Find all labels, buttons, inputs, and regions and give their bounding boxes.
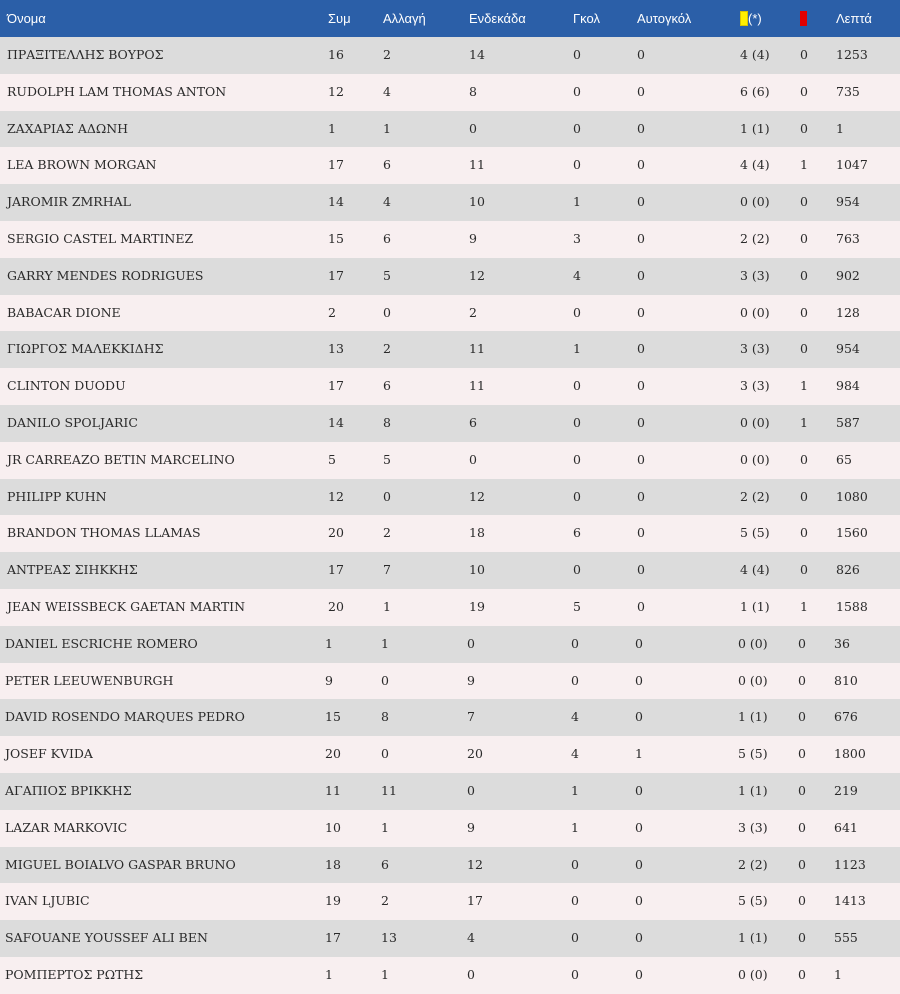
- player-name: RUDOLPH LAM THOMAS ANTON: [7, 83, 227, 99]
- header-name[interactable]: Όνομα: [7, 11, 46, 26]
- starts: 7: [467, 709, 475, 725]
- minutes: 587: [836, 414, 860, 430]
- player-name: DANILO SPOLJARIC: [7, 414, 138, 430]
- table-row: [0, 663, 900, 700]
- goals: 0: [573, 488, 581, 504]
- player-name: BABACAR DIONE: [7, 304, 121, 320]
- starts: 14: [469, 47, 485, 62]
- player-name: ΑΓΑΠΙΟΣ ΒΡΙΚΚΗΣ: [5, 782, 132, 798]
- table-row: [0, 184, 900, 221]
- appearances: 1: [328, 120, 336, 136]
- minutes: 1: [834, 966, 842, 982]
- substitutions: 13: [381, 930, 397, 946]
- table-row: [0, 479, 900, 516]
- appearances: 20: [328, 598, 344, 614]
- red-cards: 0: [798, 782, 806, 798]
- yellow-cards: 0 (0): [738, 672, 768, 688]
- appearances: 12: [328, 83, 344, 99]
- yellow-cards: 3 (3): [740, 378, 770, 394]
- player-name: JAROMIR ZMRHAL: [7, 194, 131, 210]
- own-goals: 0: [637, 378, 645, 394]
- player-name: SERGIO CASTEL MARTINEZ: [7, 230, 194, 246]
- goals: 0: [573, 120, 581, 136]
- table-row: [0, 74, 900, 111]
- header-starts[interactable]: Ενδεκάδα: [469, 11, 526, 26]
- appearances: 14: [328, 194, 344, 210]
- red-cards: 1: [800, 414, 808, 430]
- appearances: 10: [325, 819, 341, 835]
- own-goals: 0: [635, 635, 643, 651]
- red-cards: 0: [798, 672, 806, 688]
- goals: 0: [571, 856, 579, 872]
- minutes: 1588: [836, 598, 868, 614]
- goals: 0: [571, 930, 579, 946]
- own-goals: 0: [637, 83, 645, 99]
- table-row: [0, 368, 900, 405]
- starts: 10: [469, 194, 485, 210]
- player-name: PHILIPP KUHN: [7, 488, 107, 504]
- own-goals: 0: [635, 893, 643, 909]
- yellow-cards: 3 (3): [740, 267, 770, 283]
- table-row: [0, 442, 900, 479]
- red-cards: 0: [800, 562, 808, 578]
- minutes: 1: [836, 120, 844, 136]
- substitutions: 1: [381, 635, 389, 651]
- goals: 0: [571, 966, 579, 982]
- minutes: 954: [836, 341, 860, 357]
- table-row: [0, 221, 900, 258]
- player-name: ΠΡΑΞΙΤΕΛΛΗΣ ΒΟΥΡΟΣ: [7, 47, 164, 62]
- yellow-cards: 0 (0): [740, 414, 770, 430]
- red-cards: 0: [800, 83, 808, 99]
- appearances: 13: [328, 341, 344, 357]
- goals: 4: [571, 709, 579, 725]
- table-row: [0, 552, 900, 589]
- appearances: 20: [328, 525, 344, 541]
- starts: 9: [467, 819, 475, 835]
- substitutions: 0: [381, 672, 389, 688]
- yellow-cards: 1 (1): [740, 120, 770, 136]
- table-row: [0, 405, 900, 442]
- own-goals: 0: [637, 157, 645, 173]
- minutes: 1560: [836, 525, 868, 541]
- player-name: PETER LEEUWENBURGH: [5, 672, 174, 688]
- starts: 10: [469, 562, 485, 578]
- yellow-cards: 4 (4): [740, 562, 770, 578]
- yellow-cards: 5 (5): [738, 746, 768, 762]
- minutes: 810: [834, 672, 858, 688]
- table-row: [0, 957, 900, 994]
- own-goals: 0: [635, 966, 643, 982]
- own-goals: 0: [637, 120, 645, 136]
- red-cards: 1: [800, 598, 808, 614]
- table-row: [0, 147, 900, 184]
- player-name: ΑΝΤΡΕΑΣ ΣΙΗΚΚΗΣ: [7, 562, 138, 578]
- yellow-cards: 6 (6): [740, 83, 770, 99]
- goals: 4: [573, 267, 581, 283]
- header-apps[interactable]: Συμ: [328, 11, 351, 26]
- table-body: [0, 37, 900, 994]
- starts: 4: [467, 930, 475, 946]
- appearances: 17: [328, 562, 344, 578]
- starts: 0: [467, 782, 475, 798]
- appearances: 14: [328, 414, 344, 430]
- yellow-cards: 3 (3): [738, 819, 768, 835]
- red-cards: 1: [800, 157, 808, 173]
- table-row: [0, 626, 900, 663]
- goals: 6: [573, 525, 581, 541]
- minutes: 641: [834, 819, 858, 835]
- table-row: [0, 810, 900, 847]
- substitutions: 1: [381, 819, 389, 835]
- player-name: ΓΙΩΡΓΟΣ ΜΑΛΕΚΚΙΔΗΣ: [7, 341, 164, 357]
- yellow-cards: 2 (2): [740, 230, 770, 246]
- yellow-card-icon: [740, 11, 748, 26]
- goals: 0: [573, 414, 581, 430]
- minutes: 65: [836, 451, 852, 467]
- substitutions: 5: [383, 267, 391, 283]
- yellow-cards: 1 (1): [738, 930, 768, 946]
- substitutions: 5: [383, 451, 391, 467]
- appearances: 5: [328, 451, 336, 467]
- header-yellow-cards[interactable]: [740, 0, 762, 37]
- goals: 0: [573, 378, 581, 394]
- minutes: 826: [836, 562, 860, 578]
- yellow-cards: 5 (5): [740, 525, 770, 541]
- table-row: [0, 773, 900, 810]
- substitutions: 1: [383, 120, 391, 136]
- table-row: [0, 589, 900, 626]
- appearances: 19: [325, 893, 341, 909]
- yellow-cards: 3 (3): [740, 341, 770, 357]
- substitutions: 6: [383, 378, 391, 394]
- substitutions: 8: [381, 709, 389, 725]
- starts: 12: [469, 267, 485, 283]
- own-goals: 1: [635, 746, 643, 762]
- player-name: LAZAR MARKOVIC: [5, 819, 128, 835]
- appearances: 17: [328, 267, 344, 283]
- starts: 9: [469, 230, 477, 246]
- minutes: 1253: [836, 47, 868, 62]
- red-cards: 0: [800, 341, 808, 357]
- substitutions: 4: [383, 83, 391, 99]
- goals: 5: [573, 598, 581, 614]
- player-name: SAFOUANE YOUSSEF ALI BEN: [5, 930, 208, 946]
- header-yellow-suffix: (*): [748, 11, 762, 26]
- red-cards: 0: [800, 120, 808, 136]
- player-name: DANIEL ESCRICHE ROMERO: [5, 635, 198, 651]
- goals: 4: [571, 746, 579, 762]
- player-name: LEA BROWN MORGAN: [7, 157, 157, 173]
- minutes: 676: [834, 709, 858, 725]
- red-cards: 0: [798, 635, 806, 651]
- table-row: [0, 699, 900, 736]
- header-minutes[interactable]: Λεπτά: [836, 11, 872, 26]
- player-name: GARRY MENDES RODRIGUES: [7, 267, 204, 283]
- minutes: 555: [834, 930, 858, 946]
- minutes: 763: [836, 230, 860, 246]
- player-name: JR CARREAZO BETIN MARCELINO: [7, 451, 235, 467]
- red-cards: 0: [800, 451, 808, 467]
- header-red-cards[interactable]: [800, 0, 807, 37]
- table-row: [0, 295, 900, 332]
- red-cards: 0: [798, 709, 806, 725]
- yellow-cards: 1 (1): [738, 709, 768, 725]
- substitutions: 8: [383, 414, 391, 430]
- minutes: 954: [836, 194, 860, 210]
- starts: 11: [469, 341, 485, 357]
- starts: 17: [467, 893, 483, 909]
- player-name: ΖΑΧΑΡΙΑΣ ΑΔΩΝΗ: [7, 120, 129, 136]
- own-goals: 0: [635, 856, 643, 872]
- starts: 18: [469, 525, 485, 541]
- appearances: 18: [325, 856, 341, 872]
- red-card-icon: [800, 11, 807, 26]
- yellow-cards: 1 (1): [738, 782, 768, 798]
- appearances: 15: [328, 230, 344, 246]
- appearances: 12: [328, 488, 344, 504]
- goals: 0: [573, 304, 581, 320]
- starts: 12: [469, 488, 485, 504]
- minutes: 902: [836, 267, 860, 283]
- goals: 0: [571, 672, 579, 688]
- red-cards: 0: [798, 746, 806, 762]
- own-goals: 0: [637, 414, 645, 430]
- substitutions: 1: [381, 966, 389, 982]
- header-own-goals[interactable]: Αυτογκόλ: [637, 11, 692, 26]
- table-row: [0, 920, 900, 957]
- red-cards: 0: [800, 304, 808, 320]
- starts: 9: [467, 672, 475, 688]
- minutes: 735: [836, 83, 860, 99]
- substitutions: 2: [383, 341, 391, 357]
- yellow-cards: 0 (0): [740, 451, 770, 467]
- yellow-cards: 0 (0): [740, 194, 770, 210]
- substitutions: 6: [383, 157, 391, 173]
- table-row: [0, 883, 900, 920]
- red-cards: 0: [798, 966, 806, 982]
- appearances: 17: [328, 157, 344, 173]
- header-subs[interactable]: Αλλαγή: [383, 11, 426, 26]
- starts: 2: [469, 304, 477, 320]
- own-goals: 0: [637, 451, 645, 467]
- red-cards: 0: [800, 194, 808, 210]
- appearances: 17: [325, 930, 341, 946]
- red-cards: 0: [798, 893, 806, 909]
- substitutions: 2: [383, 525, 391, 541]
- appearances: 1: [325, 966, 333, 982]
- table-row: [0, 37, 900, 74]
- yellow-cards: 0 (0): [738, 635, 768, 651]
- goals: 0: [573, 83, 581, 99]
- minutes: 1413: [834, 893, 866, 909]
- substitutions: 2: [381, 893, 389, 909]
- starts: 0: [467, 966, 475, 982]
- appearances: 1: [325, 635, 333, 651]
- starts: 0: [469, 120, 477, 136]
- starts: 12: [467, 856, 483, 872]
- own-goals: 0: [637, 562, 645, 578]
- red-cards: 0: [800, 488, 808, 504]
- own-goals: 0: [637, 47, 645, 62]
- starts: 11: [469, 157, 485, 173]
- appearances: 17: [328, 378, 344, 394]
- yellow-cards: 1 (1): [740, 598, 770, 614]
- substitutions: 2: [383, 47, 391, 62]
- starts: 0: [469, 451, 477, 467]
- player-name: CLINTON DUODU: [7, 378, 126, 394]
- table-row: [0, 331, 900, 368]
- substitutions: 6: [381, 856, 389, 872]
- minutes: 219: [834, 782, 858, 798]
- goals: 0: [573, 562, 581, 578]
- red-cards: 0: [800, 47, 808, 62]
- minutes: 1800: [834, 746, 866, 762]
- starts: 0: [467, 635, 475, 651]
- starts: 8: [469, 83, 477, 99]
- own-goals: 0: [637, 194, 645, 210]
- own-goals: 0: [637, 598, 645, 614]
- own-goals: 0: [635, 819, 643, 835]
- player-name: JOSEF KVIDA: [5, 746, 93, 762]
- substitutions: 11: [381, 782, 397, 798]
- red-cards: 0: [798, 819, 806, 835]
- substitutions: 0: [383, 488, 391, 504]
- player-name: JEAN WEISSBECK GAETAN MARTIN: [7, 598, 246, 614]
- goals: 0: [571, 635, 579, 651]
- substitutions: 0: [383, 304, 391, 320]
- player-name: MIGUEL BOIALVO GASPAR BRUNO: [5, 856, 236, 872]
- table-row: [0, 258, 900, 295]
- player-name: DAVID ROSENDO MARQUES PEDRO: [5, 709, 245, 725]
- table-header: [0, 0, 900, 37]
- starts: 6: [469, 414, 477, 430]
- yellow-cards: 4 (4): [740, 47, 770, 62]
- substitutions: 1: [383, 598, 391, 614]
- substitutions: 6: [383, 230, 391, 246]
- own-goals: 0: [637, 230, 645, 246]
- goals: 1: [571, 819, 579, 835]
- table-row: [0, 847, 900, 884]
- goals: 0: [573, 47, 581, 62]
- own-goals: 0: [635, 930, 643, 946]
- starts: 11: [469, 378, 485, 394]
- substitutions: 0: [381, 746, 389, 762]
- red-cards: 0: [798, 930, 806, 946]
- table-row: [0, 515, 900, 552]
- own-goals: 0: [635, 709, 643, 725]
- substitutions: 7: [383, 562, 391, 578]
- player-name: IVAN LJUBIC: [5, 893, 90, 909]
- own-goals: 0: [637, 341, 645, 357]
- goals: 0: [571, 893, 579, 909]
- appearances: 15: [325, 709, 341, 725]
- starts: 19: [469, 598, 485, 614]
- yellow-cards: 0 (0): [738, 966, 768, 982]
- appearances: 20: [325, 746, 341, 762]
- minutes: 36: [834, 635, 850, 651]
- appearances: 11: [325, 782, 341, 798]
- goals: 0: [573, 451, 581, 467]
- appearances: 9: [325, 672, 333, 688]
- red-cards: 0: [800, 230, 808, 246]
- substitutions: 4: [383, 194, 391, 210]
- appearances: 2: [328, 304, 336, 320]
- yellow-cards: 4 (4): [740, 157, 770, 173]
- goals: 1: [573, 194, 581, 210]
- yellow-cards: 0 (0): [740, 304, 770, 320]
- player-name: ΡΟΜΠΕΡΤΟΣ ΡΩΤΗΣ: [5, 966, 144, 982]
- yellow-cards: 5 (5): [738, 893, 768, 909]
- header-goals[interactable]: Γκολ: [573, 11, 600, 26]
- red-cards: 0: [798, 856, 806, 872]
- appearances: 16: [328, 47, 344, 62]
- minutes: 984: [836, 378, 860, 394]
- own-goals: 0: [637, 304, 645, 320]
- goals: 3: [573, 230, 581, 246]
- goals: 0: [573, 157, 581, 173]
- player-name: BRANDON THOMAS LLAMAS: [7, 525, 201, 541]
- own-goals: 0: [637, 525, 645, 541]
- table-row: [0, 736, 900, 773]
- goals: 1: [571, 782, 579, 798]
- red-cards: 0: [800, 525, 808, 541]
- own-goals: 0: [635, 782, 643, 798]
- yellow-cards: 2 (2): [740, 488, 770, 504]
- red-cards: 0: [800, 267, 808, 283]
- own-goals: 0: [637, 267, 645, 283]
- minutes: 1080: [836, 488, 868, 504]
- minutes: 1047: [836, 157, 868, 173]
- table-row: [0, 111, 900, 148]
- starts: 20: [467, 746, 483, 762]
- own-goals: 0: [635, 672, 643, 688]
- goals: 1: [573, 341, 581, 357]
- red-cards: 1: [800, 378, 808, 394]
- own-goals: 0: [637, 488, 645, 504]
- yellow-cards: 2 (2): [738, 856, 768, 872]
- minutes: 1123: [834, 856, 866, 872]
- minutes: 128: [836, 304, 860, 320]
